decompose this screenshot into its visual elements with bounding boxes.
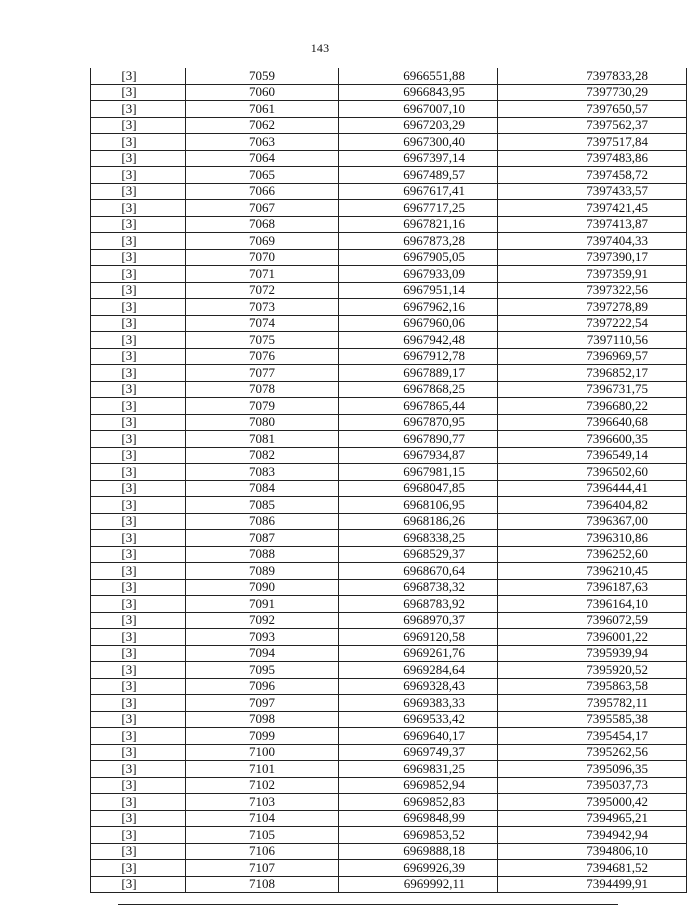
- y-coordinate-cell: 7397278,89: [498, 299, 687, 316]
- y-coordinate-cell: 7397322,56: [498, 282, 687, 299]
- source-ref-cell: [3]: [91, 398, 186, 415]
- y-coordinate-cell: 7396404,82: [498, 497, 687, 514]
- x-coordinate-cell: 6969888,18: [339, 843, 498, 860]
- x-coordinate-cell: 6969992,11: [339, 876, 498, 893]
- table-row: [91, 299, 687, 316]
- table-row: [91, 431, 687, 448]
- y-coordinate-cell: 7397413,87: [498, 216, 687, 233]
- source-ref-cell: [3]: [91, 744, 186, 761]
- table-row: [91, 414, 687, 431]
- source-ref-cell: [3]: [91, 233, 186, 250]
- x-coordinate-cell: 6967942,48: [339, 332, 498, 349]
- point-number-cell: 7099: [186, 728, 339, 745]
- x-coordinate-cell: 6967007,10: [339, 101, 498, 118]
- y-coordinate-cell: 7396252,60: [498, 546, 687, 563]
- table-row: [91, 662, 687, 679]
- source-ref-cell: [3]: [91, 662, 186, 679]
- y-coordinate-cell: 7397390,17: [498, 249, 687, 266]
- source-ref-cell: [3]: [91, 711, 186, 728]
- x-coordinate-cell: 6969120,58: [339, 629, 498, 646]
- x-coordinate-cell: 6967203,29: [339, 117, 498, 134]
- point-number-cell: 7071: [186, 266, 339, 283]
- source-ref-cell: [3]: [91, 117, 186, 134]
- x-coordinate-cell: 6967962,16: [339, 299, 498, 316]
- point-number-cell: 7059: [186, 68, 339, 84]
- y-coordinate-cell: 7397404,33: [498, 233, 687, 250]
- x-coordinate-cell: 6966551,88: [339, 68, 498, 84]
- source-ref-cell: [3]: [91, 480, 186, 497]
- source-ref-cell: [3]: [91, 315, 186, 332]
- table-row: [91, 84, 687, 101]
- table-row: [91, 332, 687, 349]
- point-number-cell: 7104: [186, 810, 339, 827]
- source-ref-cell: [3]: [91, 464, 186, 481]
- table-row: [91, 68, 687, 84]
- point-number-cell: 7098: [186, 711, 339, 728]
- point-number-cell: 7088: [186, 546, 339, 563]
- source-ref-cell: [3]: [91, 381, 186, 398]
- x-coordinate-cell: 6969284,64: [339, 662, 498, 679]
- y-coordinate-cell: 7396731,75: [498, 381, 687, 398]
- point-number-cell: 7066: [186, 183, 339, 200]
- source-ref-cell: [3]: [91, 216, 186, 233]
- x-coordinate-cell: 6968338,25: [339, 530, 498, 547]
- y-coordinate-cell: 7396502,60: [498, 464, 687, 481]
- table-row: [91, 596, 687, 613]
- table-row: [91, 695, 687, 712]
- y-coordinate-cell: 7397833,28: [498, 68, 687, 84]
- point-number-cell: 7086: [186, 513, 339, 530]
- table-row: [91, 744, 687, 761]
- table-row: [91, 563, 687, 580]
- source-ref-cell: [3]: [91, 513, 186, 530]
- x-coordinate-cell: 6968047,85: [339, 480, 498, 497]
- y-coordinate-cell: 7395782,11: [498, 695, 687, 712]
- x-coordinate-cell: 6969852,94: [339, 777, 498, 794]
- source-ref-cell: [3]: [91, 579, 186, 596]
- point-number-cell: 7067: [186, 200, 339, 217]
- y-coordinate-cell: 7395454,17: [498, 728, 687, 745]
- x-coordinate-cell: 6967960,06: [339, 315, 498, 332]
- source-ref-cell: [3]: [91, 777, 186, 794]
- y-coordinate-cell: 7394681,52: [498, 860, 687, 877]
- source-ref-cell: [3]: [91, 68, 186, 84]
- point-number-cell: 7080: [186, 414, 339, 431]
- x-coordinate-cell: 6967890,77: [339, 431, 498, 448]
- y-coordinate-cell: 7397421,45: [498, 200, 687, 217]
- point-number-cell: 7105: [186, 827, 339, 844]
- point-number-cell: 7089: [186, 563, 339, 580]
- y-coordinate-cell: 7394965,21: [498, 810, 687, 827]
- table-row: [91, 398, 687, 415]
- source-ref-cell: [3]: [91, 645, 186, 662]
- table-row: [91, 728, 687, 745]
- table-row: [91, 447, 687, 464]
- source-ref-cell: [3]: [91, 876, 186, 893]
- point-number-cell: 7064: [186, 150, 339, 167]
- source-ref-cell: [3]: [91, 563, 186, 580]
- point-number-cell: 7070: [186, 249, 339, 266]
- x-coordinate-cell: 6967934,87: [339, 447, 498, 464]
- source-ref-cell: [3]: [91, 497, 186, 514]
- x-coordinate-cell: 6969383,33: [339, 695, 498, 712]
- x-coordinate-cell: 6967951,14: [339, 282, 498, 299]
- source-ref-cell: [3]: [91, 365, 186, 382]
- table-row: [91, 579, 687, 596]
- x-coordinate-cell: 6968783,92: [339, 596, 498, 613]
- table-row: [91, 183, 687, 200]
- source-ref-cell: [3]: [91, 447, 186, 464]
- x-coordinate-cell: 6969328,43: [339, 678, 498, 695]
- y-coordinate-cell: 7396310,86: [498, 530, 687, 547]
- table-row: [91, 117, 687, 134]
- table-row: [91, 794, 687, 811]
- point-number-cell: 7077: [186, 365, 339, 382]
- x-coordinate-cell: 6967870,95: [339, 414, 498, 431]
- y-coordinate-cell: 7395939,94: [498, 645, 687, 662]
- x-coordinate-cell: 6967489,57: [339, 167, 498, 184]
- table-row: [91, 860, 687, 877]
- table-row: [91, 348, 687, 365]
- point-number-cell: 7074: [186, 315, 339, 332]
- x-coordinate-cell: 6967905,05: [339, 249, 498, 266]
- table-row: [91, 777, 687, 794]
- x-coordinate-cell: 6968186,26: [339, 513, 498, 530]
- point-number-cell: 7069: [186, 233, 339, 250]
- x-coordinate-cell: 6967865,44: [339, 398, 498, 415]
- source-ref-cell: [3]: [91, 266, 186, 283]
- table-row: [91, 645, 687, 662]
- table-row: [91, 876, 687, 893]
- table-row: [91, 843, 687, 860]
- source-ref-cell: [3]: [91, 629, 186, 646]
- table-row: [91, 464, 687, 481]
- source-ref-cell: [3]: [91, 827, 186, 844]
- x-coordinate-cell: 6967981,15: [339, 464, 498, 481]
- source-ref-cell: [3]: [91, 134, 186, 151]
- x-coordinate-cell: 6967397,14: [339, 150, 498, 167]
- y-coordinate-cell: 7396164,10: [498, 596, 687, 613]
- source-ref-cell: [3]: [91, 183, 186, 200]
- y-coordinate-cell: 7396549,14: [498, 447, 687, 464]
- source-ref-cell: [3]: [91, 678, 186, 695]
- x-coordinate-cell: 6968670,64: [339, 563, 498, 580]
- source-ref-cell: [3]: [91, 282, 186, 299]
- point-number-cell: 7078: [186, 381, 339, 398]
- source-ref-cell: [3]: [91, 414, 186, 431]
- source-ref-cell: [3]: [91, 101, 186, 118]
- table-row: [91, 150, 687, 167]
- y-coordinate-cell: 7396640,68: [498, 414, 687, 431]
- y-coordinate-cell: 7397110,56: [498, 332, 687, 349]
- source-ref-cell: [3]: [91, 431, 186, 448]
- point-number-cell: 7093: [186, 629, 339, 646]
- table-row: [91, 629, 687, 646]
- x-coordinate-cell: 6969852,83: [339, 794, 498, 811]
- y-coordinate-cell: 7396187,63: [498, 579, 687, 596]
- table-row: [91, 711, 687, 728]
- point-number-cell: 7090: [186, 579, 339, 596]
- point-number-cell: 7085: [186, 497, 339, 514]
- table-row: [91, 216, 687, 233]
- point-number-cell: 7073: [186, 299, 339, 316]
- y-coordinate-cell: 7396210,45: [498, 563, 687, 580]
- table-row: [91, 497, 687, 514]
- y-coordinate-cell: 7397562,37: [498, 117, 687, 134]
- table-row: [91, 365, 687, 382]
- point-number-cell: 7091: [186, 596, 339, 613]
- y-coordinate-cell: 7395262,56: [498, 744, 687, 761]
- point-number-cell: 7084: [186, 480, 339, 497]
- point-number-cell: 7108: [186, 876, 339, 893]
- source-ref-cell: [3]: [91, 761, 186, 778]
- x-coordinate-cell: 6967717,25: [339, 200, 498, 217]
- x-coordinate-cell: 6967873,28: [339, 233, 498, 250]
- source-ref-cell: [3]: [91, 332, 186, 349]
- x-coordinate-cell: 6967889,17: [339, 365, 498, 382]
- x-coordinate-cell: 6969640,17: [339, 728, 498, 745]
- source-ref-cell: [3]: [91, 794, 186, 811]
- coordinates-table: [90, 68, 687, 893]
- x-coordinate-cell: 6967300,40: [339, 134, 498, 151]
- y-coordinate-cell: 7397433,57: [498, 183, 687, 200]
- source-ref-cell: [3]: [91, 530, 186, 547]
- y-coordinate-cell: 7394806,10: [498, 843, 687, 860]
- y-coordinate-cell: 7397730,29: [498, 84, 687, 101]
- table-row: [91, 810, 687, 827]
- x-coordinate-cell: 6969831,25: [339, 761, 498, 778]
- y-coordinate-cell: 7395096,35: [498, 761, 687, 778]
- x-coordinate-cell: 6969533,42: [339, 711, 498, 728]
- table-row: [91, 546, 687, 563]
- table-row: [91, 167, 687, 184]
- x-coordinate-cell: 6967821,16: [339, 216, 498, 233]
- point-number-cell: 7092: [186, 612, 339, 629]
- source-ref-cell: [3]: [91, 695, 186, 712]
- y-coordinate-cell: 7395863,58: [498, 678, 687, 695]
- y-coordinate-cell: 7395585,38: [498, 711, 687, 728]
- table-row: [91, 530, 687, 547]
- point-number-cell: 7062: [186, 117, 339, 134]
- point-number-cell: 7101: [186, 761, 339, 778]
- x-coordinate-cell: 6968106,95: [339, 497, 498, 514]
- point-number-cell: 7103: [186, 794, 339, 811]
- table-row: [91, 381, 687, 398]
- source-ref-cell: [3]: [91, 596, 186, 613]
- table-row: [91, 480, 687, 497]
- coordinates-table-body: [91, 68, 687, 893]
- source-ref-cell: [3]: [91, 860, 186, 877]
- source-ref-cell: [3]: [91, 348, 186, 365]
- point-number-cell: 7102: [186, 777, 339, 794]
- source-ref-cell: [3]: [91, 843, 186, 860]
- x-coordinate-cell: 6967617,41: [339, 183, 498, 200]
- point-number-cell: 7072: [186, 282, 339, 299]
- y-coordinate-cell: 7396969,57: [498, 348, 687, 365]
- point-number-cell: 7100: [186, 744, 339, 761]
- x-coordinate-cell: 6967933,09: [339, 266, 498, 283]
- y-coordinate-cell: 7396001,22: [498, 629, 687, 646]
- point-number-cell: 7081: [186, 431, 339, 448]
- x-coordinate-cell: 6968738,32: [339, 579, 498, 596]
- y-coordinate-cell: 7394942,94: [498, 827, 687, 844]
- y-coordinate-cell: 7395037,73: [498, 777, 687, 794]
- source-ref-cell: [3]: [91, 728, 186, 745]
- x-coordinate-cell: 6969848,99: [339, 810, 498, 827]
- x-coordinate-cell: 6966843,95: [339, 84, 498, 101]
- point-number-cell: 7107: [186, 860, 339, 877]
- source-ref-cell: [3]: [91, 546, 186, 563]
- y-coordinate-cell: 7397650,57: [498, 101, 687, 118]
- table-row: [91, 233, 687, 250]
- table-row: [91, 315, 687, 332]
- table-row: [91, 678, 687, 695]
- point-number-cell: 7063: [186, 134, 339, 151]
- point-number-cell: 7068: [186, 216, 339, 233]
- point-number-cell: 7065: [186, 167, 339, 184]
- y-coordinate-cell: 7397359,91: [498, 266, 687, 283]
- point-number-cell: 7079: [186, 398, 339, 415]
- source-ref-cell: [3]: [91, 249, 186, 266]
- table-row: [91, 101, 687, 118]
- y-coordinate-cell: 7396444,41: [498, 480, 687, 497]
- y-coordinate-cell: 7396367,00: [498, 513, 687, 530]
- source-ref-cell: [3]: [91, 200, 186, 217]
- x-coordinate-cell: 6968970,37: [339, 612, 498, 629]
- y-coordinate-cell: 7397222,54: [498, 315, 687, 332]
- x-coordinate-cell: 6967868,25: [339, 381, 498, 398]
- source-ref-cell: [3]: [91, 84, 186, 101]
- table-row: [91, 200, 687, 217]
- point-number-cell: 7094: [186, 645, 339, 662]
- y-coordinate-cell: 7396680,22: [498, 398, 687, 415]
- y-coordinate-cell: 7396600,35: [498, 431, 687, 448]
- table-row: [91, 612, 687, 629]
- x-coordinate-cell: 6969926,39: [339, 860, 498, 877]
- source-ref-cell: [3]: [91, 167, 186, 184]
- source-ref-cell: [3]: [91, 612, 186, 629]
- x-coordinate-cell: 6969853,52: [339, 827, 498, 844]
- y-coordinate-cell: 7395920,52: [498, 662, 687, 679]
- y-coordinate-cell: 7397458,72: [498, 167, 687, 184]
- point-number-cell: 7095: [186, 662, 339, 679]
- point-number-cell: 7082: [186, 447, 339, 464]
- x-coordinate-cell: 6967912,78: [339, 348, 498, 365]
- point-number-cell: 7096: [186, 678, 339, 695]
- table-row: [91, 513, 687, 530]
- y-coordinate-cell: 7394499,91: [498, 876, 687, 893]
- page-number: 143: [310, 41, 330, 55]
- source-ref-cell: [3]: [91, 150, 186, 167]
- point-number-cell: 7083: [186, 464, 339, 481]
- point-number-cell: 7087: [186, 530, 339, 547]
- table-row: [91, 761, 687, 778]
- point-number-cell: 7076: [186, 348, 339, 365]
- point-number-cell: 7060: [186, 84, 339, 101]
- y-coordinate-cell: 7396852,17: [498, 365, 687, 382]
- y-coordinate-cell: 7396072,59: [498, 612, 687, 629]
- table-row: [91, 827, 687, 844]
- point-number-cell: 7061: [186, 101, 339, 118]
- source-ref-cell: [3]: [91, 810, 186, 827]
- table-row: [91, 249, 687, 266]
- x-coordinate-cell: 6969749,37: [339, 744, 498, 761]
- source-ref-cell: [3]: [91, 299, 186, 316]
- x-coordinate-cell: 6968529,37: [339, 546, 498, 563]
- table-row: [91, 266, 687, 283]
- y-coordinate-cell: 7397483,86: [498, 150, 687, 167]
- point-number-cell: 7075: [186, 332, 339, 349]
- table-row: [91, 134, 687, 151]
- y-coordinate-cell: 7395000,42: [498, 794, 687, 811]
- x-coordinate-cell: 6969261,76: [339, 645, 498, 662]
- table-row: [91, 282, 687, 299]
- point-number-cell: 7106: [186, 843, 339, 860]
- point-number-cell: 7097: [186, 695, 339, 712]
- y-coordinate-cell: 7397517,84: [498, 134, 687, 151]
